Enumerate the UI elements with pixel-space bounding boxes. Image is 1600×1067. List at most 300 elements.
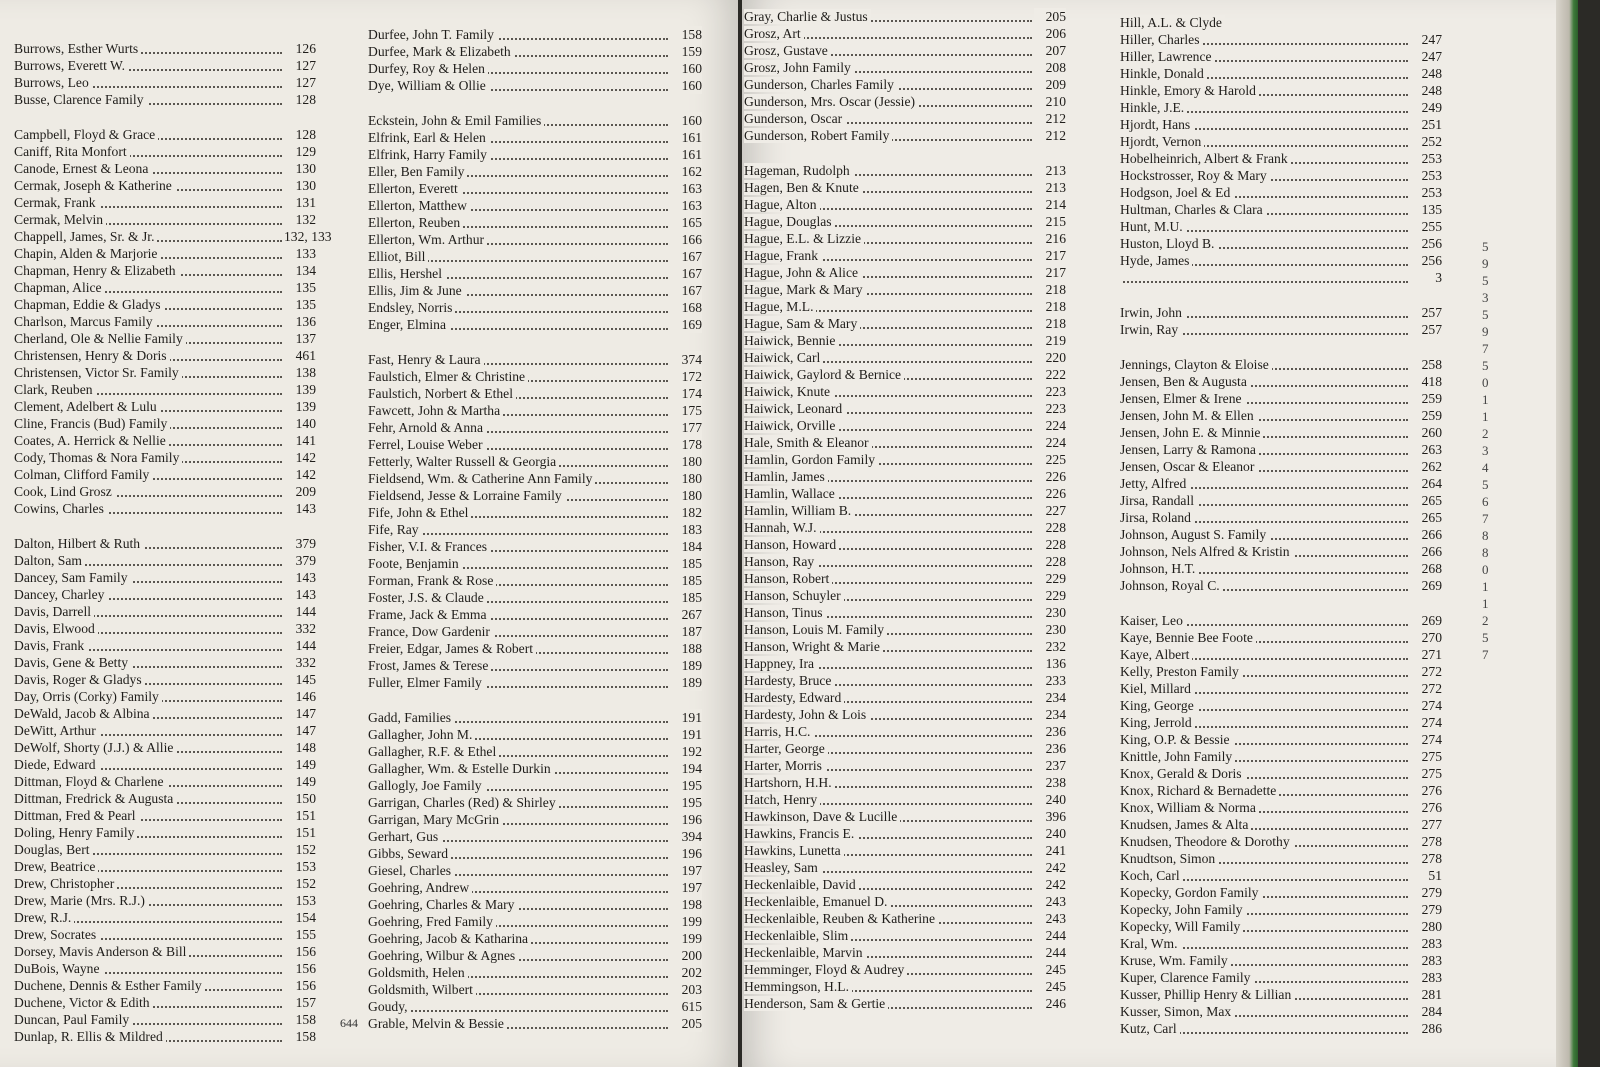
entry-name: Faulstich, Norbert & Ethel xyxy=(368,386,516,401)
entry-page-number: 229 xyxy=(1034,587,1066,604)
entry-name: Elliot, Bill xyxy=(368,249,428,264)
index-entry xyxy=(368,470,702,487)
margin-mark: 5 xyxy=(1482,358,1489,373)
entry-page-number: 147 xyxy=(284,705,316,722)
index-entry xyxy=(368,879,702,896)
entry-name: Douglas, Bert xyxy=(14,842,93,857)
entry-page-number: 242 xyxy=(1034,876,1066,893)
entry-page-number: 152 xyxy=(284,841,316,858)
entry-page-number: 174 xyxy=(670,385,702,402)
entry-name: Kopecky, John Family xyxy=(1120,902,1246,917)
index-entry xyxy=(14,790,316,807)
index-entry xyxy=(14,449,316,466)
entry-page-number: 257 xyxy=(1410,304,1442,321)
entry-name: Hodgson, Joel & Ed xyxy=(1120,185,1233,200)
entry-page-number: 127 xyxy=(284,57,316,74)
index-entry xyxy=(14,466,316,483)
entry-page-number: 188 xyxy=(670,640,702,657)
index-entry xyxy=(1120,543,1442,560)
entry-page-number: 240 xyxy=(1034,791,1066,808)
index-entry xyxy=(1120,612,1442,629)
index-entry xyxy=(14,807,316,824)
entry-page-number: 396 xyxy=(1034,808,1066,825)
entry-page-number: 253 xyxy=(1410,167,1442,184)
index-entry xyxy=(368,248,702,265)
entry-name: Hinkle, Emory & Harold xyxy=(1120,83,1259,98)
entry-name: Hiller, Lawrence xyxy=(1120,49,1215,64)
entry-page-number: 199 xyxy=(670,913,702,930)
index-entry xyxy=(368,231,702,248)
entry-page-number: 144 xyxy=(284,637,316,654)
entry-page-number: 212 xyxy=(1034,110,1066,127)
entry-page-number: 175 xyxy=(670,402,702,419)
index-entry xyxy=(744,179,1066,196)
entry-name: Chapman, Alice xyxy=(14,280,105,295)
entry-name: Jensen, Elmer & Irene xyxy=(1120,391,1245,406)
entry-name: Grosz, John Family xyxy=(744,60,854,75)
entry-name: Hanson, Schuyler xyxy=(744,588,844,603)
index-entry xyxy=(1120,424,1442,441)
index-entry xyxy=(1120,1003,1442,1020)
entry-name: Fehr, Arnold & Anna xyxy=(368,420,486,435)
entry-name: Goehring, Andrew xyxy=(368,880,472,895)
entry-page-number: 209 xyxy=(1034,76,1066,93)
index-entry xyxy=(368,589,702,606)
index-entry xyxy=(744,706,1066,723)
entry-page-number: 283 xyxy=(1410,935,1442,952)
entry-name: Jensen, Oscar & Eleanor xyxy=(1120,459,1257,474)
entry-name: Jensen, John E. & Minnie xyxy=(1120,425,1263,440)
entry-page-number: 247 xyxy=(1410,48,1442,65)
entry-name: Ellerton, Wm. Arthur xyxy=(368,232,487,247)
entry-name: Hamlin, William B. xyxy=(744,503,854,518)
index-entry xyxy=(744,400,1066,417)
entry-page-number: 234 xyxy=(1034,706,1066,723)
entry-name: Hunt, M.U. xyxy=(1120,219,1186,234)
entry-name: Drew, Socrates xyxy=(14,927,99,942)
index-entry xyxy=(744,893,1066,910)
entry-page-number: 271 xyxy=(1410,646,1442,663)
entry-page-number: 163 xyxy=(670,180,702,197)
index-entry xyxy=(1120,782,1442,799)
index-entry xyxy=(368,538,702,555)
entry-page-number: 278 xyxy=(1410,850,1442,867)
entry-name: Hinkle, J.E. xyxy=(1120,100,1187,115)
entry-page-number: 208 xyxy=(1034,59,1066,76)
index-entry xyxy=(744,859,1066,876)
entry-name: Drew, Beatrice xyxy=(14,859,98,874)
entry-name: Hanson, Wright & Marie xyxy=(744,639,883,654)
entry-name: Hemminger, Floyd & Audrey xyxy=(744,962,907,977)
margin-mark: 6 xyxy=(1482,494,1489,509)
entry-page-number: 199 xyxy=(670,930,702,947)
index-entry xyxy=(368,521,702,538)
entry-page-number: 394 xyxy=(670,828,702,845)
index-entry xyxy=(1120,390,1442,407)
entry-page-number: 134 xyxy=(284,262,316,279)
index-entry xyxy=(1120,577,1442,594)
entry-name: Irwin, John xyxy=(1120,305,1185,320)
entry-page-number: 249 xyxy=(1410,99,1442,116)
entry-name: Cowins, Charles xyxy=(14,501,107,516)
margin-mark: 1 xyxy=(1482,596,1489,611)
index-entry xyxy=(14,671,316,688)
entry-page-number: 225 xyxy=(1034,451,1066,468)
entry-name: Cline, Francis (Bud) Family xyxy=(14,416,170,431)
index-entry xyxy=(1120,952,1442,969)
entry-page-number: 194 xyxy=(670,760,702,777)
entry-page-number: 159 xyxy=(670,43,702,60)
entry-page-number: 172 xyxy=(670,368,702,385)
entry-name: Davis, Darrell xyxy=(14,604,94,619)
index-entry xyxy=(1120,14,1442,31)
entry-name: Haiwick, Leonard xyxy=(744,401,845,416)
entry-page-number: 265 xyxy=(1410,492,1442,509)
entry-name: Elfrink, Earl & Helen xyxy=(368,130,489,145)
index-entry xyxy=(14,739,316,756)
index-entry xyxy=(14,688,316,705)
entry-name: Gallagher, Wm. & Estelle Durkin xyxy=(368,761,554,776)
index-entry xyxy=(1120,765,1442,782)
entry-page-number: 206 xyxy=(1034,25,1066,42)
entry-name: Kelly, Preston Family xyxy=(1120,664,1242,679)
index-entry xyxy=(1120,697,1442,714)
entry-name: Enger, Elmina xyxy=(368,317,449,332)
margin-mark: 5 xyxy=(1482,307,1489,322)
entry-page-number: 148 xyxy=(284,739,316,756)
index-entry xyxy=(14,398,316,415)
index-entry xyxy=(368,828,702,845)
entry-page-number: 276 xyxy=(1410,782,1442,799)
book-edge xyxy=(1556,0,1578,1067)
index-entry xyxy=(744,842,1066,859)
entry-name: Hawkinson, Dave & Lucille xyxy=(744,809,900,824)
margin-mark: 1 xyxy=(1482,579,1489,594)
entry-page-number: 157 xyxy=(284,994,316,1011)
index-entry xyxy=(368,214,702,231)
entry-name: Dunlap, R. Ellis & Mildred xyxy=(14,1029,166,1044)
index-entry xyxy=(14,364,316,381)
entry-name: Hanson, Robert xyxy=(744,571,832,586)
index-entry xyxy=(1120,235,1442,252)
entry-name: Fieldsend, Wm. & Catherine Ann Family xyxy=(368,471,595,486)
entry-name: Gallagher, R.F. & Ethel xyxy=(368,744,499,759)
index-entry xyxy=(1120,986,1442,1003)
index-entry xyxy=(744,162,1066,179)
entry-page-number: 270 xyxy=(1410,629,1442,646)
entry-name: Gerhart, Gus xyxy=(368,829,441,844)
index-entry xyxy=(14,57,316,74)
index-entry xyxy=(14,296,316,313)
entry-name: Huston, Lloyd B. xyxy=(1120,236,1217,251)
entry-page-number: 180 xyxy=(670,470,702,487)
entry-name: Heckenlaible, Reuben & Katherine xyxy=(744,911,938,926)
index-entry xyxy=(14,330,316,347)
index-entry xyxy=(14,194,316,211)
index-entry xyxy=(14,160,316,177)
entry-name: Johnson, August S. Family xyxy=(1120,527,1269,542)
index-entry xyxy=(368,282,702,299)
entry-name: Eller, Ben Family xyxy=(368,164,467,179)
entry-name: Hjordt, Hans xyxy=(1120,117,1193,132)
entry-page-number: 242 xyxy=(1034,859,1066,876)
index-entry xyxy=(14,313,316,330)
entry-name: Koch, Carl xyxy=(1120,868,1183,883)
entry-name: Chapman, Eddie & Gladys xyxy=(14,297,164,312)
entry-name: Hartshorn, H.H. xyxy=(744,775,835,790)
entry-page-number: 154 xyxy=(284,909,316,926)
entry-page-number: 51 xyxy=(1410,867,1442,884)
index-entry xyxy=(1120,850,1442,867)
entry-name: Goldsmith, Wilbert xyxy=(368,982,476,997)
entry-page-number: 187 xyxy=(670,623,702,640)
entry-name: Harris, H.C. xyxy=(744,724,813,739)
entry-page-number: 237 xyxy=(1034,757,1066,774)
entry-name: Dye, William & Ollie xyxy=(368,78,489,93)
entry-page-number: 167 xyxy=(670,282,702,299)
entry-page-number: 248 xyxy=(1410,65,1442,82)
entry-page-number: 196 xyxy=(670,811,702,828)
index-column-left-1 xyxy=(14,40,332,1045)
entry-name: Goehring, Jacob & Katharina xyxy=(368,931,531,946)
entry-page-number: 205 xyxy=(670,1015,702,1032)
entry-name: Hague, Alton xyxy=(744,197,820,212)
index-entry xyxy=(14,211,316,228)
entry-page-number: 379 xyxy=(284,552,316,569)
index-entry xyxy=(1120,201,1442,218)
entry-name: Cherland, Ole & Nellie Family xyxy=(14,331,186,346)
entry-name: Hultman, Charles & Clara xyxy=(1120,202,1266,217)
entry-name: Burrows, Leo xyxy=(14,75,92,90)
entry-page-number: 278 xyxy=(1410,833,1442,850)
index-entry xyxy=(14,1028,316,1045)
entry-name: Jirsa, Roland xyxy=(1120,510,1194,525)
entry-name: Hinkle, Donald xyxy=(1120,66,1207,81)
entry-name: Freier, Edgar, James & Robert xyxy=(368,641,536,656)
index-entry xyxy=(1120,714,1442,731)
entry-page-number: 255 xyxy=(1410,218,1442,235)
entry-name: Henderson, Sam & Gertie xyxy=(744,996,888,1011)
index-entry xyxy=(1120,184,1442,201)
entry-page-number: 265 xyxy=(1410,509,1442,526)
index-entry xyxy=(1120,884,1442,901)
index-entry xyxy=(1120,629,1442,646)
margin-mark: 2 xyxy=(1482,613,1489,628)
index-entry xyxy=(744,349,1066,366)
entry-name: Canode, Ernest & Leona xyxy=(14,161,151,176)
entry-page-number: 146 xyxy=(284,688,316,705)
index-entry xyxy=(744,655,1066,672)
index-entry xyxy=(1120,935,1442,952)
entry-name: Hiller, Charles xyxy=(1120,32,1203,47)
entry-page-number: 283 xyxy=(1410,969,1442,986)
entry-name: Hanson, Tinus xyxy=(744,605,826,620)
entry-page-number: 332 xyxy=(284,654,316,671)
index-entry xyxy=(368,743,702,760)
entry-page-number: 151 xyxy=(284,824,316,841)
index-entry xyxy=(1120,799,1442,816)
entry-name: Hague, Sam & Mary xyxy=(744,316,860,331)
entry-page-number: 279 xyxy=(1410,884,1442,901)
entry-page-number: 183 xyxy=(670,521,702,538)
entry-name: France, Dow Gardenir xyxy=(368,624,493,639)
entry-page-number: 198 xyxy=(670,896,702,913)
index-entry xyxy=(1120,748,1442,765)
index-entry xyxy=(368,777,702,794)
entry-name: Kiel, Millard xyxy=(1120,681,1194,696)
left-page xyxy=(0,0,738,1067)
entry-page-number: 192 xyxy=(670,743,702,760)
entry-name: Knudsen, Theodore & Dorothy xyxy=(1120,834,1293,849)
entry-name: Gibbs, Seward xyxy=(368,846,451,861)
entry-name: Irwin, Ray xyxy=(1120,322,1181,337)
entry-page-number: 128 xyxy=(284,91,316,108)
entry-name: Chapman, Henry & Elizabeth xyxy=(14,263,179,278)
index-entry xyxy=(744,485,1066,502)
entry-name: Gallogly, Joe Family xyxy=(368,778,485,793)
entry-name: Davis, Gene & Betty xyxy=(14,655,131,670)
index-entry xyxy=(1120,373,1442,390)
entry-page-number: 217 xyxy=(1034,247,1066,264)
entry-page-number: 184 xyxy=(670,538,702,555)
entry-name: Fetterly, Walter Russell & Georgia xyxy=(368,454,559,469)
index-entry xyxy=(744,808,1066,825)
entry-page-number: 269 xyxy=(1410,612,1442,629)
entry-name: Duchene, Dennis & Esther Family xyxy=(14,978,205,993)
index-entry xyxy=(14,977,316,994)
entry-page-number: 133 xyxy=(284,245,316,262)
entry-name: Davis, Frank xyxy=(14,638,87,653)
index-entry xyxy=(744,519,1066,536)
index-entry xyxy=(368,419,702,436)
entry-page-number: 150 xyxy=(284,790,316,807)
index-entry xyxy=(368,606,702,623)
entry-page-number: 139 xyxy=(284,381,316,398)
index-entry xyxy=(744,621,1066,638)
entry-name: Hague, E.L. & Lizzie xyxy=(744,231,864,246)
index-entry xyxy=(744,417,1066,434)
entry-name: Duncan, Paul Family xyxy=(14,1012,132,1027)
entry-name: Hague, Frank xyxy=(744,248,821,263)
entry-page-number: 241 xyxy=(1034,842,1066,859)
index-entry xyxy=(744,638,1066,655)
entry-name: Duchene, Victor & Edith xyxy=(14,995,153,1010)
entry-page-number: 226 xyxy=(1034,468,1066,485)
index-entry xyxy=(1120,31,1442,48)
entry-page-number: 207 xyxy=(1034,42,1066,59)
index-entry xyxy=(368,453,702,470)
index-entry xyxy=(368,726,702,743)
entry-page-number: 131 xyxy=(284,194,316,211)
entry-name: Kutz, Carl xyxy=(1120,1021,1180,1036)
entry-page-number: 135 xyxy=(284,279,316,296)
entry-page-number: 135 xyxy=(284,296,316,313)
index-entry xyxy=(744,927,1066,944)
index-entry xyxy=(368,811,702,828)
entry-page-number: 218 xyxy=(1034,298,1066,315)
index-entry xyxy=(14,569,316,586)
entry-name: Faulstich, Elmer & Christine xyxy=(368,369,528,384)
margin-mark: 5 xyxy=(1482,477,1489,492)
entry-name: Burrows, Esther Wurts xyxy=(14,41,141,56)
index-entry xyxy=(14,824,316,841)
entry-page-number: 257 xyxy=(1410,321,1442,338)
index-entry xyxy=(14,177,316,194)
entry-page-number: 256 xyxy=(1410,252,1442,269)
entry-name: Coates, A. Herrick & Nellie xyxy=(14,433,169,448)
entry-name: Durfey, Roy & Helen xyxy=(368,61,488,76)
entry-page-number: 244 xyxy=(1034,944,1066,961)
entry-name: Ferrel, Louise Weber xyxy=(368,437,486,452)
entry-page-number: 142 xyxy=(284,466,316,483)
index-entry xyxy=(368,964,702,981)
index-entry xyxy=(1120,99,1442,116)
entry-page-number: 615 xyxy=(670,998,702,1015)
right-page xyxy=(742,0,1578,1067)
entry-page-number: 152 xyxy=(284,875,316,892)
entry-name: Kusser, Phillip Henry & Lillian xyxy=(1120,987,1294,1002)
entry-name: Kruse, Wm. Family xyxy=(1120,953,1231,968)
index-entry xyxy=(368,623,702,640)
entry-page-number: 163 xyxy=(670,197,702,214)
entry-name: Clark, Reuben xyxy=(14,382,96,397)
index-entry xyxy=(744,332,1066,349)
index-entry xyxy=(744,76,1066,93)
index-entry xyxy=(14,262,316,279)
entry-name: Happney, Ira xyxy=(744,656,817,671)
entry-page-number: 168 xyxy=(670,299,702,316)
index-entry xyxy=(14,603,316,620)
entry-page-number: 228 xyxy=(1034,553,1066,570)
entry-page-number: 243 xyxy=(1034,910,1066,927)
entry-name: Charlson, Marcus Family xyxy=(14,314,156,329)
entry-page-number: 216 xyxy=(1034,230,1066,247)
entry-name: Kuper, Clarence Family xyxy=(1120,970,1253,985)
index-entry xyxy=(14,535,316,552)
entry-page-number: 147 xyxy=(284,722,316,739)
entry-page-number: 266 xyxy=(1410,526,1442,543)
entry-page-number: 135 xyxy=(1410,201,1442,218)
entry-name: Campbell, Floyd & Grace xyxy=(14,127,158,142)
index-entry xyxy=(1120,475,1442,492)
index-entry xyxy=(14,483,316,500)
entry-name: Dalton, Hilbert & Ruth xyxy=(14,536,143,551)
entry-page-number: 128 xyxy=(284,126,316,143)
margin-mark: 5 xyxy=(1482,630,1489,645)
entry-name: Hjordt, Vernon xyxy=(1120,134,1204,149)
entry-name: Knudsen, James & Alta xyxy=(1120,817,1251,832)
index-entry xyxy=(368,77,702,94)
entry-page-number: 161 xyxy=(670,129,702,146)
entry-name: Durfee, Mark & Elizabeth xyxy=(368,44,514,59)
entry-page-number: 379 xyxy=(284,535,316,552)
index-entry xyxy=(1120,356,1442,373)
entry-name: Doling, Henry Family xyxy=(14,825,137,840)
index-entry xyxy=(368,197,702,214)
index-entry xyxy=(744,723,1066,740)
entry-page-number: 149 xyxy=(284,756,316,773)
entry-page-number: 263 xyxy=(1410,441,1442,458)
entry-page-number: 272 xyxy=(1410,663,1442,680)
index-entry xyxy=(14,773,316,790)
entry-name: Heckenlaible, Slim xyxy=(744,928,851,943)
entry-page-number: 269 xyxy=(1410,577,1442,594)
entry-page-number: 185 xyxy=(670,572,702,589)
entry-page-number: 158 xyxy=(670,26,702,43)
entry-name: King, George xyxy=(1120,698,1197,713)
entry-name: Jirsa, Randall xyxy=(1120,493,1197,508)
index-entry xyxy=(744,876,1066,893)
